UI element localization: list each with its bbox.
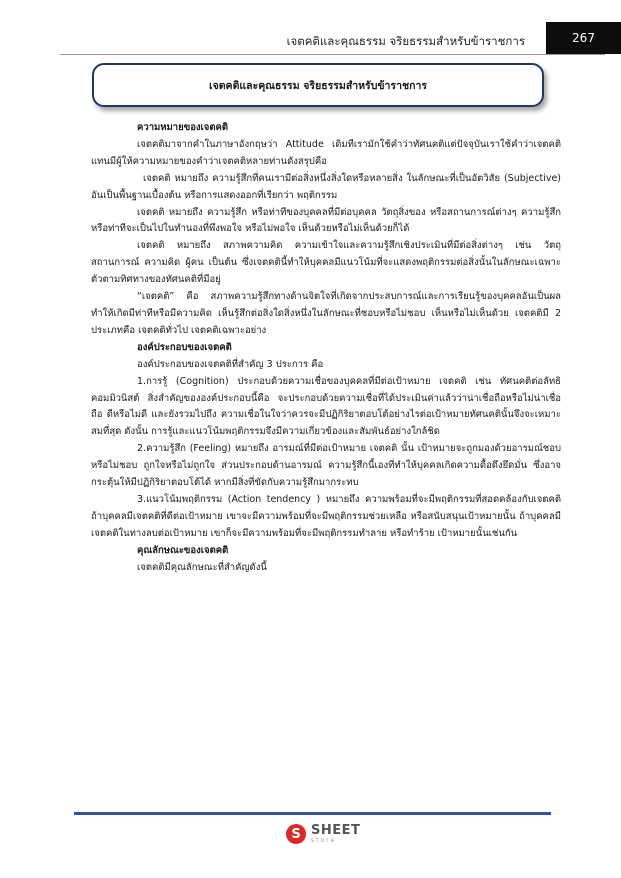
logo-text: SHEET: [311, 823, 361, 838]
content-para-8: 1.การรู้ (Cognition) ประกอบด้วยความเชื่อของบุคคลที่มีต่อเป้าหมาย เจตคติ เช่น ทัศนคติต่อลัทธิคอมมิวนิสต์ สิ่งสำคัญขององค์ประกอบนี้คือ จะประกอบด้วยความเชื่อที่ได้ประเมินค่าแล้วว่าน่าเชื่อถือหรือไม่น่าเชื่อถือ ดีหรือไม่ดี และยังรวมไปถึง ความเชื่อในใจว่าควรจะมีปฏิกิริยาตอบโต้อย่างไรต่อเป้าหมายทัศนคตินั้นจึงจะเหมาะสมที่สุด ดังนั้น การรู้และแนวโน้มพฤติกรรมจึงมีความเกี่ยวข้องและสัมพันธ์อย่างใกล้ชิด: [91, 375, 561, 438]
content-para-11: คุณลักษณะของเจตคติ: [137, 544, 229, 556]
sheet-logo-icon: S: [286, 824, 306, 844]
content-para-2: เจตคติ หมายถึง ความรู้สึกที่คนเรามีต่อสิ่งหนึ่งสิ่งใดหรือหลายสิ่ง ในลักษณะที่เป็นอัตวิสัย (Subjective) อันเป็นพื้นฐานเบื้องต้น หรือการแสดงออกที่เรียกว่า พฤติกรรม: [91, 172, 561, 201]
content-para-1: เจตคติมาจากคำในภาษาอังกฤษว่า Attitude เดิมทีเรามักใช้คำว่าทัศนคติแต่ปัจจุบันเราใช้คำว่าเจตคติแทนมีผู้ให้ความหมายของคำว่าเจตคติหลายท่านดังสรุปคือ: [91, 138, 561, 167]
document-body: [91, 120, 561, 576]
page-number-box: [546, 22, 621, 54]
logo-subtext: store: [311, 837, 337, 844]
footer-divider: [74, 812, 551, 815]
content-para-7: องค์ประกอบของเจตคติที่สำคัญ 3 ประการ คือ: [137, 358, 324, 370]
chapter-title-box: [92, 63, 544, 107]
header-divider: [60, 54, 605, 55]
chapter-title: เจตคติและคุณธรรม จริยธรรมสำหรับข้าราชการ: [209, 79, 427, 92]
content-para-4: เจตคติ หมายถึง สภาพความคิด ความเข้าใจและความรู้สึกเชิงประเมินที่มีต่อสิ่งต่างๆ เช่น วัตถุ สถานการณ์ ความคิด ผู้คน เป็นต้น ซึ่งเจตคตินี้ทำให้บุคคลมีแนวโน้มที่จะแสดงพฤติกรรมต่อสิ่งนั้นในลักษณะเฉพาะตัวตามทิศทางของทัศนคติที่มีอยู่: [91, 240, 561, 286]
content-para-0: ความหมายของเจตคติ: [137, 122, 229, 133]
content-para-10: 3.แนวโน้มพฤติกรรม (Action tendency ) หมายถึง ความพร้อมที่จะมีพฤติกรรมที่สอดคล้องกับเจตคติ ถ้าบุคคลมีเจตคติที่ดีต่อเป้าหมาย เขาจะมีความพร้อมที่จะมีพฤติกรรมช่วยเหลือ หรือสนับสนุนเป้าหมายนั้น ถ้าบุคคลมีเจตคติในทางลบต่อเป้าหมาย เขาก็จะมีความพร้อมที่จะมีพฤติกรรมทำลาย หรือทำร้าย เป้าหมายนั้นเช่นกัน: [91, 493, 561, 539]
content-para-9: 2.ความรู้สึก (Feeling) หมายถึง อารมณ์ที่มีต่อเป้าหมาย เจตคติ นั้น เป้าหมายจะถูกมองด้วยอารมณ์ชอบหรือไม่ชอบ ถูกใจหรือไม่ถูกใจ ส่วนประกอบด้านอารมณ์ ความรู้สึกนี้เองที่ทำให้บุคคลเกิดความดื้อดึงยึดมั่น ซึ่งอาจกระตุ้นให้มีปฏิกิริยาตอบโต้ได้ หากมีสิ่งที่ขัดกับความรู้สึกมากระทบ: [91, 443, 561, 489]
content-para-5: “เจตคติ” คือ สภาพความรู้สึกทางด้านจิตใจที่เกิดจากประสบการณ์และการเรียนรู้ของบุคคลอันเป็นผลทำให้เกิดมีท่าทีหรือมีความคิด เห็นรู้สึกต่อสิ่งใดสิ่งหนึ่งในลักษณะที่ชอบหรือไม่ชอบ เห็นหรือไม่เห็นด้วย เจตคติมี 2 ประเภทคือ เจตคติทั่วไป เจตคติเฉพาะอย่าง: [91, 291, 561, 336]
running-header-title: เจตคติและคุณธรรม จริยธรรมสำหรับข้าราชการ: [286, 34, 525, 48]
content-para-12: เจตคติมีคุณลักษณะที่สำคัญดังนี้: [137, 561, 267, 573]
content-para-6: องค์ประกอบของเจตคติ: [137, 341, 232, 353]
sheet-store-logo: [286, 824, 360, 844]
page-number: 267: [572, 31, 595, 45]
content-para-3: เจตคติ หมายถึง ความรู้สึก หรือท่าทีของบุคคลที่มีต่อบุคคล วัตถุสิ่งของ หรือสถานการณ์ต่างๆ ความรู้สึก หรือท่าทีจะเป็นไปในทำนองที่พึงพอใจ หรือไม่พอใจ เห็นด้วยหรือไม่เห็นด้วยก็ได้: [91, 206, 561, 235]
logo-wordmark: [311, 824, 360, 844]
